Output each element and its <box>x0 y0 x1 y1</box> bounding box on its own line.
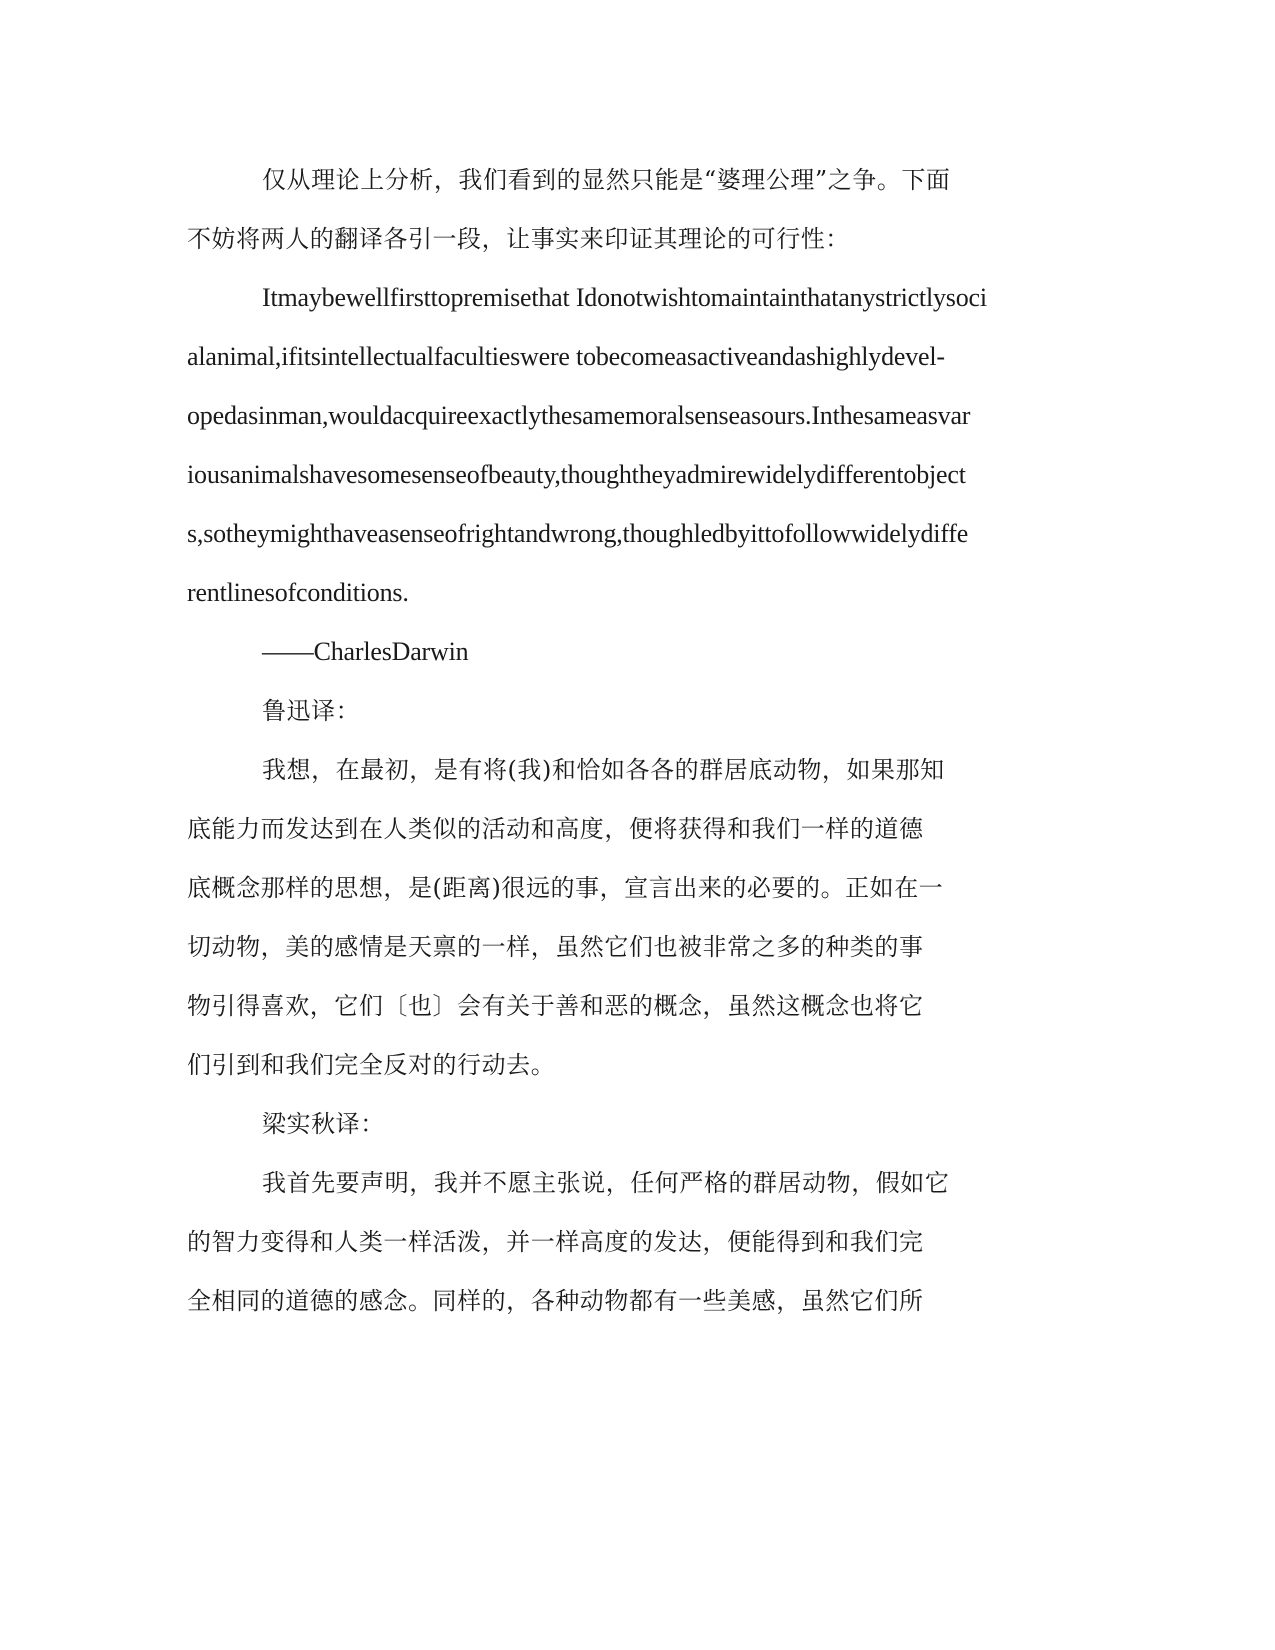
english-quote-line-3: opedasinman,wouldacquireexactlythesamemoralsenseasours.Inthesameasvar <box>187 401 971 430</box>
luxun-translation-line-2: 底能力而发达到在人类似的活动和高度，便将获得和我们一样的道德 <box>187 815 924 843</box>
liang-translation-line-3: 全相同的道德的感念。同样的，各种动物都有一些美感，虽然它们所 <box>187 1287 924 1315</box>
liang-translation-line-1: 我首先要声明，我并不愿主张说，任何严格的群居动物，假如它 <box>262 1169 950 1197</box>
luxun-translation-line-1: 我想，在最初，是有将(我)和恰如各各的群居底动物，如果那知 <box>262 756 945 784</box>
english-quote-line-5: s,sotheymighthaveasenseofrightandwrong,thoughledbyittofollowwidelydiffe <box>187 519 969 548</box>
quote-attribution: ——CharlesDarwin <box>262 637 469 666</box>
english-quote-line-6: rentlinesofconditions. <box>187 578 409 607</box>
english-quote-line-2: alanimal,ifitsintellectualfacultieswere tobecomeasactiveandashighlydevel- <box>187 342 945 371</box>
liang-translation-line-2: 的智力变得和人类一样活泼，并一样高度的发达，便能得到和我们完 <box>187 1228 924 1256</box>
english-quote-line-1: Itmaybewellfirsttopremisethat Idonotwishtomaintainthatanystrictlysoci <box>262 283 987 312</box>
luxun-translation-line-4: 切动物，美的感情是天禀的一样，虽然它们也被非常之多的种类的事 <box>187 933 924 961</box>
translator-heading-liangshiqiu: 梁实秋译： <box>262 1110 385 1138</box>
luxun-translation-line-5: 物引得喜欢，它们〔也〕会有关于善和恶的概念，虽然这概念也将它 <box>187 992 924 1020</box>
luxun-translation-line-3: 底概念那样的思想，是(距离)很远的事，宣言出来的必要的。正如在一 <box>187 874 944 902</box>
paragraph-intro-line-1: 仅从理论上分析，我们看到的显然只能是“婆理公理”之争。下面 <box>262 166 951 194</box>
paragraph-intro-line-2: 不妨将两人的翻译各引一段，让事实来印证其理论的可行性： <box>187 225 850 253</box>
translator-heading-luxun: 鲁迅译： <box>262 697 361 725</box>
english-quote-line-4: iousanimalshavesomesenseofbeauty,thoughtheyadmirewidelydifferentobject <box>187 460 966 489</box>
luxun-translation-line-6: 们引到和我们完全反对的行动去。 <box>187 1051 556 1079</box>
